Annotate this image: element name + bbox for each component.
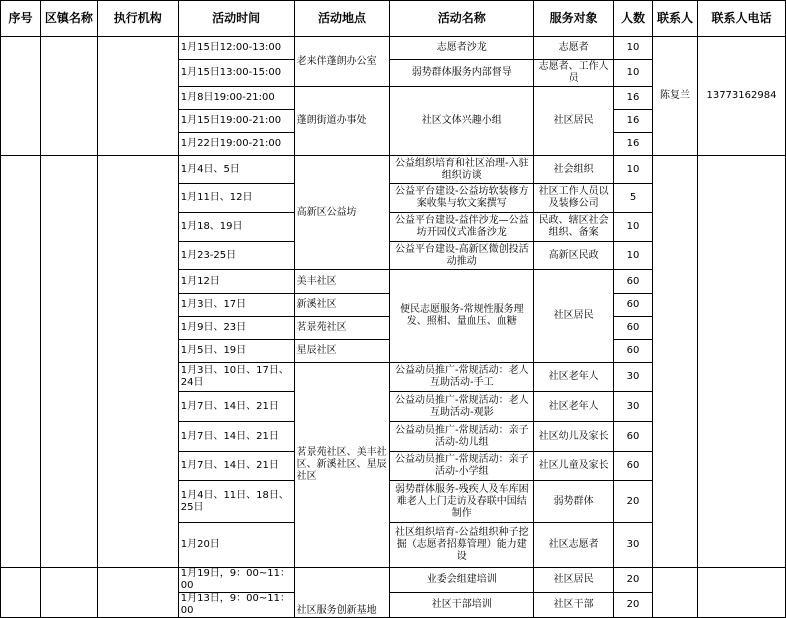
target-cell: 社区志愿者 bbox=[534, 523, 614, 568]
time-cell: 1月5日、19日 bbox=[178, 340, 294, 363]
location-cell: 社区服务创新基地 bbox=[294, 568, 390, 618]
location-cell: 美丰社区 bbox=[294, 270, 390, 294]
time-cell: 1月7日、14日、21日 bbox=[178, 392, 294, 422]
target-cell: 弱势群体 bbox=[534, 481, 614, 523]
location-cell: 茗景苑社区、美丰社区、新溪社区、星辰社区 bbox=[294, 363, 390, 568]
time-cell: 1月19日，9：00~11：00 bbox=[178, 568, 294, 593]
contact-cell: 陈复兰 bbox=[653, 37, 698, 156]
activity-cell: 公益平台建设-高新区微创投活动推动 bbox=[390, 242, 534, 270]
time-cell: 1月22日19:00-21:00 bbox=[178, 133, 294, 156]
count-cell: 60 bbox=[614, 422, 653, 452]
count-cell: 60 bbox=[614, 270, 653, 294]
count-cell: 60 bbox=[614, 340, 653, 363]
count-cell: 10 bbox=[614, 213, 653, 242]
header-cell-agency: 执行机构 bbox=[97, 1, 178, 37]
time-cell: 1月13日，9：00~11：00 bbox=[178, 593, 294, 618]
activity-cell: 便民志愿服务-常规性服务理发、照相、量血压、血糖 bbox=[390, 270, 534, 363]
count-cell: 20 bbox=[614, 481, 653, 523]
target-cell: 社区老年人 bbox=[534, 363, 614, 392]
count-cell: 20 bbox=[614, 568, 653, 593]
count-cell: 10 bbox=[614, 37, 653, 60]
header-cell-contact: 联系人 bbox=[653, 1, 698, 37]
table-row bbox=[1, 568, 786, 593]
count-cell: 16 bbox=[614, 133, 653, 156]
table-row bbox=[1, 156, 786, 184]
contact-cell bbox=[653, 156, 698, 568]
time-cell: 1月18、19日 bbox=[178, 213, 294, 242]
time-cell: 1月11日、12日 bbox=[178, 184, 294, 213]
activity-cell: 公益组织培育和社区治理-入驻组织访谈 bbox=[390, 156, 534, 184]
count-cell: 60 bbox=[614, 452, 653, 481]
time-cell: 1月23-25日 bbox=[178, 242, 294, 270]
activity-cell: 公益平台建设-益伴沙龙—公益坊开园仪式准备沙龙 bbox=[390, 213, 534, 242]
activity-cell: 弱势群体服务内部督导 bbox=[390, 60, 534, 87]
time-cell: 1月9日、23日 bbox=[178, 317, 294, 340]
time-cell: 1月3日、17日 bbox=[178, 294, 294, 317]
target-cell: 社区老年人 bbox=[534, 392, 614, 422]
target-cell: 社区工作人员以及装修公司 bbox=[534, 184, 614, 213]
time-cell: 1月15日19:00-21:00 bbox=[178, 110, 294, 133]
target-cell: 社会组织 bbox=[534, 156, 614, 184]
target-cell: 社区居民 bbox=[534, 568, 614, 593]
header-cell-count: 人数 bbox=[614, 1, 653, 37]
activity-cell: 公益动员推广-常规活动：老人互助活动-手工 bbox=[390, 363, 534, 392]
activity-cell: 公益动员推广-常规活动：老人互助活动-观影 bbox=[390, 392, 534, 422]
activity-cell: 公益动员推广-常规活动：亲子活动-小学组 bbox=[390, 452, 534, 481]
location-cell: 星辰社区 bbox=[294, 340, 390, 363]
district-cell bbox=[40, 37, 97, 156]
location-cell: 高新区公益坊 bbox=[294, 156, 390, 270]
time-cell: 1月15日13:00-15:00 bbox=[178, 60, 294, 87]
header-cell-target: 服务对象 bbox=[534, 1, 614, 37]
time-cell: 1月15日12:00-13:00 bbox=[178, 37, 294, 60]
count-cell: 30 bbox=[614, 363, 653, 392]
activity-cell: 公益动员推广-常规活动：亲子活动-幼儿组 bbox=[390, 422, 534, 452]
table-row bbox=[1, 37, 786, 60]
count-cell: 16 bbox=[614, 110, 653, 133]
index-cell bbox=[1, 37, 41, 156]
header-cell-index: 序号 bbox=[1, 1, 41, 37]
count-cell: 60 bbox=[614, 317, 653, 340]
target-cell: 社区幼儿及家长 bbox=[534, 422, 614, 452]
header-cell-phone: 联系人电话 bbox=[697, 1, 785, 37]
index-cell bbox=[1, 156, 41, 568]
time-cell: 1月7日、14日、21日 bbox=[178, 422, 294, 452]
target-cell: 社区居民 bbox=[534, 87, 614, 156]
phone-cell bbox=[697, 568, 785, 618]
agency-cell bbox=[97, 156, 178, 568]
activity-cell: 公益平台建设-公益坊软装修方案收集与软文案撰写 bbox=[390, 184, 534, 213]
location-cell: 茗景苑社区 bbox=[294, 317, 390, 340]
header-row bbox=[1, 1, 786, 37]
count-cell: 10 bbox=[614, 242, 653, 270]
district-cell bbox=[40, 568, 97, 618]
header-cell-district: 区镇名称 bbox=[40, 1, 97, 37]
target-cell: 社区儿童及家长 bbox=[534, 452, 614, 481]
location-cell: 老来伴蓬朗办公室 bbox=[294, 37, 390, 87]
activity-cell: 社区组织培育-公益组织种子挖掘（志愿者招募管理）能力建设 bbox=[390, 523, 534, 568]
agency-cell bbox=[97, 568, 178, 618]
activity-cell: 社区文体兴趣小组 bbox=[390, 87, 534, 156]
count-cell: 30 bbox=[614, 523, 653, 568]
phone-cell: 13773162984 bbox=[697, 37, 785, 156]
phone-cell bbox=[697, 156, 785, 568]
time-cell: 1月3日、10日、17日、24日 bbox=[178, 363, 294, 392]
header-cell-activity: 活动名称 bbox=[390, 1, 534, 37]
district-cell bbox=[40, 156, 97, 568]
count-cell: 20 bbox=[614, 593, 653, 618]
count-cell: 30 bbox=[614, 392, 653, 422]
time-cell: 1月8日19:00-21:00 bbox=[178, 87, 294, 110]
time-cell: 1月4日、11日、18日、25日 bbox=[178, 481, 294, 523]
target-cell: 民政、辖区社会组织、备案 bbox=[534, 213, 614, 242]
target-cell: 高新区民政 bbox=[534, 242, 614, 270]
index-cell bbox=[1, 568, 41, 618]
time-cell: 1月4日、5日 bbox=[178, 156, 294, 184]
count-cell: 60 bbox=[614, 294, 653, 317]
time-cell: 1月12日 bbox=[178, 270, 294, 294]
activity-cell: 社区干部培训 bbox=[390, 593, 534, 618]
time-cell: 1月20日 bbox=[178, 523, 294, 568]
header-cell-time: 活动时间 bbox=[178, 1, 294, 37]
target-cell: 社区干部 bbox=[534, 593, 614, 618]
time-cell: 1月7日、14日、21日 bbox=[178, 452, 294, 481]
contact-cell bbox=[653, 568, 698, 618]
location-cell: 新溪社区 bbox=[294, 294, 390, 317]
count-cell: 16 bbox=[614, 87, 653, 110]
activity-cell: 志愿者沙龙 bbox=[390, 37, 534, 60]
target-cell: 社区居民 bbox=[534, 270, 614, 363]
header-cell-location: 活动地点 bbox=[294, 1, 390, 37]
activity-cell: 弱势群体服务-残疾人及车库困难老人上门走访及春联中国结制作 bbox=[390, 481, 534, 523]
count-cell: 5 bbox=[614, 184, 653, 213]
target-cell: 志愿者 bbox=[534, 37, 614, 60]
activity-cell: 业委会组建培训 bbox=[390, 568, 534, 593]
agency-cell bbox=[97, 37, 178, 156]
target-cell: 志愿者、工作人员 bbox=[534, 60, 614, 87]
count-cell: 10 bbox=[614, 156, 653, 184]
location-cell: 蓬朗街道办事处 bbox=[294, 87, 390, 156]
count-cell: 10 bbox=[614, 60, 653, 87]
